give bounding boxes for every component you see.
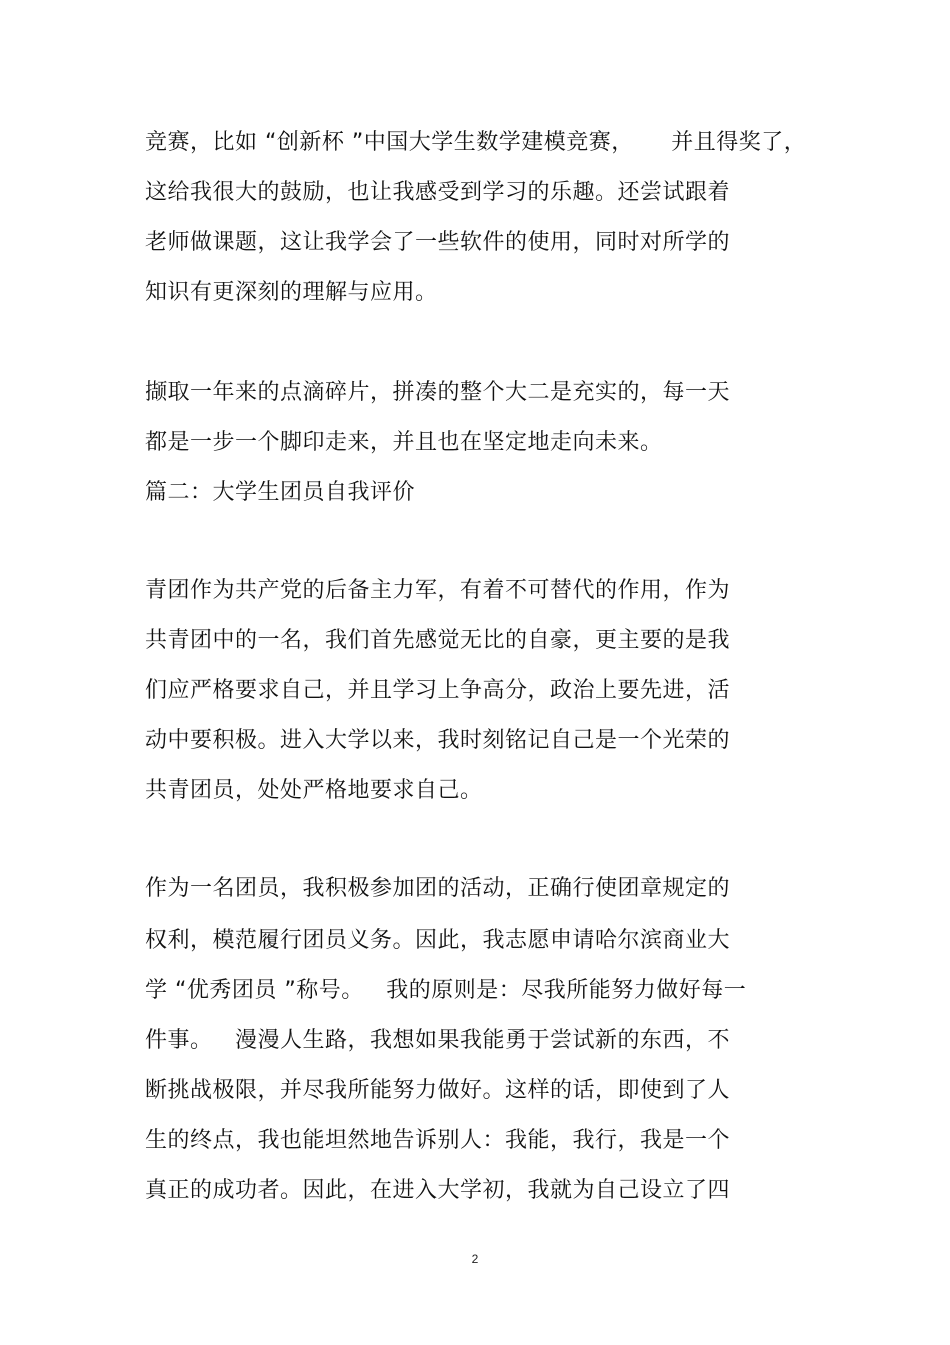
text-line: 动中要积极。进入大学以来，我时刻铭记自己是一个光荣的 <box>145 728 731 753</box>
text-line: 学 “优秀团员 ”称号。 我的原则是：尽我所能努力做好每一 <box>145 978 747 1003</box>
page-number: 2 <box>471 1252 479 1266</box>
text-line: 生的终点，我也能坦然地告诉别人：我能，我行，我是一个 <box>145 1128 731 1153</box>
text-line: 真正的成功者。因此，在进入大学初，我就为自己设立了四 <box>145 1178 731 1203</box>
text-line: 知识有更深刻的理解与应用。 <box>145 280 438 305</box>
text-line: 这给我很大的鼓励，也让我感受到学习的乐趣。还尝试跟着 <box>145 180 731 205</box>
text-line: 撷取一年来的点滴碎片，拼凑的整个大二是充实的，每一天 <box>145 380 731 405</box>
text-line: 件事。 漫漫人生路，我想如果我能勇于尝试新的东西，不 <box>145 1028 730 1053</box>
text-line: 竞赛，比如 “创新杯 ”中国大学生数学建模竞赛， 并且得奖了， <box>145 130 807 155</box>
section-heading: 篇二：大学生团员自我评价 <box>145 480 416 505</box>
text-line: 共青团员，处处严格地要求自己。 <box>145 778 483 803</box>
text-line: 权利，模范履行团员义务。因此，我志愿申请哈尔滨商业大 <box>145 928 731 953</box>
text-line: 作为一名团员，我积极参加团的活动，正确行使团章规定的 <box>145 876 731 901</box>
text-line: 断挑战极限，并尽我所能努力做好。这样的话，即使到了人 <box>145 1078 731 1103</box>
text-line: 们应严格要求自己，并且学习上争高分，政治上要先进，活 <box>145 678 731 703</box>
text-line: 青团作为共产党的后备主力军，有着不可替代的作用，作为 <box>145 578 731 603</box>
text-line: 老师做课题，这让我学会了一些软件的使用，同时对所学的 <box>145 230 731 255</box>
text-line: 都是一步一个脚印走来，并且也在坚定地走向未来。 <box>145 430 663 455</box>
text-line: 共青团中的一名，我们首先感觉无比的自豪，更主要的是我 <box>145 628 731 653</box>
